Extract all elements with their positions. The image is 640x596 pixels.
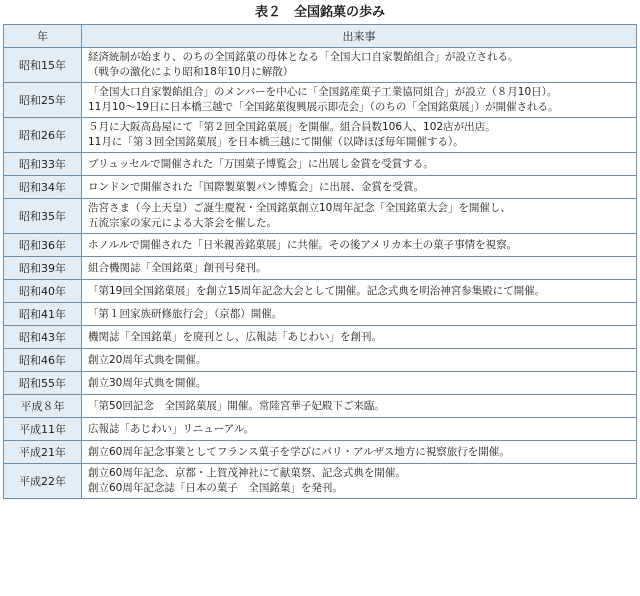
event-text: 「第１回家族研修旅行会」（京都）開催。 [88, 307, 283, 320]
year-cell: 昭和36年 [4, 234, 82, 257]
event-cell [82, 372, 637, 395]
event-text: ホノルルで開催された「日米親善銘菓展」に共催。その後アメリカ本土の菓子事情を視察。 [88, 238, 518, 251]
event-text: 11月に「第３回全国銘菓展」を日本橋三越にて開催（以降ほぼ毎年開催する）。 [88, 136, 464, 148]
table-row [4, 153, 637, 176]
event-cell [82, 303, 637, 326]
event-text: 「第19回全国銘菓展」を創立15周年記念大会として開催。記念式典を明治神宮参集殿にて開催。 [88, 284, 546, 297]
event-cell [82, 83, 637, 118]
event-text: 広報誌「あじわい」リニューアル。 [88, 422, 255, 435]
year-cell: 平成21年 [4, 441, 82, 464]
year-cell: 昭和15年 [4, 48, 82, 83]
table-row [4, 395, 637, 418]
table-row [4, 418, 637, 441]
event-cell [82, 257, 637, 280]
table-row [4, 349, 637, 372]
year-cell: 昭和41年 [4, 303, 82, 326]
table-row [4, 118, 637, 153]
event-text: 機関誌「全国銘菓」を廃刊とし、広報誌「あじわい」を創刊。 [88, 330, 382, 343]
table-body [4, 48, 637, 499]
event-cell [82, 153, 637, 176]
table-row [4, 326, 637, 349]
table-row [4, 303, 637, 326]
history-table [3, 24, 637, 499]
event-text: ５月に大阪高島屋にて「第２回全国銘菓展」を開催。組合員数106人、102店が出店。 [88, 121, 496, 133]
year-cell: 昭和55年 [4, 372, 82, 395]
event-text: 浩宮さま（今上天皇）ご誕生慶祝・全国銘菓創立10周年記念「全国銘菓大会」を開催し、 [88, 202, 511, 214]
event-text: 創立60周年記念誌「日本の菓子 全国銘菓」を発刊。 [88, 482, 343, 494]
event-column-header: 出来事 [82, 25, 637, 48]
event-text: ロンドンで開催された「国際製菓製パン博覧会」に出展、金賞を受賞。 [88, 180, 424, 193]
year-cell: 平成22年 [4, 464, 82, 499]
event-text: 創立60周年記念、京都・上賀茂神社にて献菓祭、記念式典を開催。 [88, 467, 406, 479]
event-cell [82, 280, 637, 303]
year-cell: 平成11年 [4, 418, 82, 441]
table-row [4, 280, 637, 303]
event-cell [82, 464, 637, 499]
year-cell: 昭和39年 [4, 257, 82, 280]
year-cell: 昭和26年 [4, 118, 82, 153]
event-cell [82, 418, 637, 441]
table-row [4, 257, 637, 280]
event-text: 創立60周年記念事業としてフランス菓子を学びにパリ・アルザス地方に視察旅行を開催。 [88, 445, 510, 458]
event-text: 11月10～19日に日本橋三越で「全国銘菓復興展示即売会」（のちの「全国銘菓展」）が開催される。 [88, 101, 559, 113]
event-cell [82, 349, 637, 372]
year-cell: 昭和35年 [4, 199, 82, 234]
year-cell: 平成８年 [4, 395, 82, 418]
event-cell [82, 118, 637, 153]
event-text: 組合機関誌「全国銘菓」創刊号発刊。 [88, 261, 267, 274]
table-row [4, 372, 637, 395]
year-cell: 昭和43年 [4, 326, 82, 349]
year-cell: 昭和33年 [4, 153, 82, 176]
event-text: 「第50回記念 全国銘菓展」開催。常陸宮華子妃殿下ご来臨。 [88, 399, 385, 412]
event-cell [82, 199, 637, 234]
table-row [4, 176, 637, 199]
event-cell [82, 48, 637, 83]
event-text: 経済統制が始まり、のちの全国銘菓の母体となる「全国大口自家製餡組合」が設立される。 [88, 51, 519, 63]
table-row [4, 83, 637, 118]
event-cell [82, 441, 637, 464]
event-text: 五流宗家の家元による大茶会を催した。 [88, 217, 277, 229]
table-row [4, 441, 637, 464]
table-row [4, 199, 637, 234]
table-row [4, 464, 637, 499]
year-cell: 昭和46年 [4, 349, 82, 372]
event-text: ブリュッセルで開催された「万国菓子博覧会」に出展し金賞を受賞する。 [88, 157, 434, 170]
event-text: （戦争の激化により昭和18年10月に解散） [88, 66, 294, 78]
year-cell: 昭和25年 [4, 83, 82, 118]
table-row [4, 48, 637, 83]
event-cell [82, 395, 637, 418]
year-cell: 昭和34年 [4, 176, 82, 199]
event-cell [82, 176, 637, 199]
year-column-header: 年 [4, 25, 82, 48]
table-row [4, 234, 637, 257]
table-caption: 表２ 全国銘菓の歩み [254, 5, 385, 20]
event-cell [82, 326, 637, 349]
event-text: 創立20周年式典を開催。 [88, 353, 207, 366]
event-text: 創立30周年式典を開催。 [88, 376, 207, 389]
event-text: 「全国大口自家製餡組合」のメンバーを中心に「全国銘産菓子工業協同組合」が設立（８月10日）。 [88, 86, 558, 98]
event-cell [82, 234, 637, 257]
year-cell: 昭和40年 [4, 280, 82, 303]
